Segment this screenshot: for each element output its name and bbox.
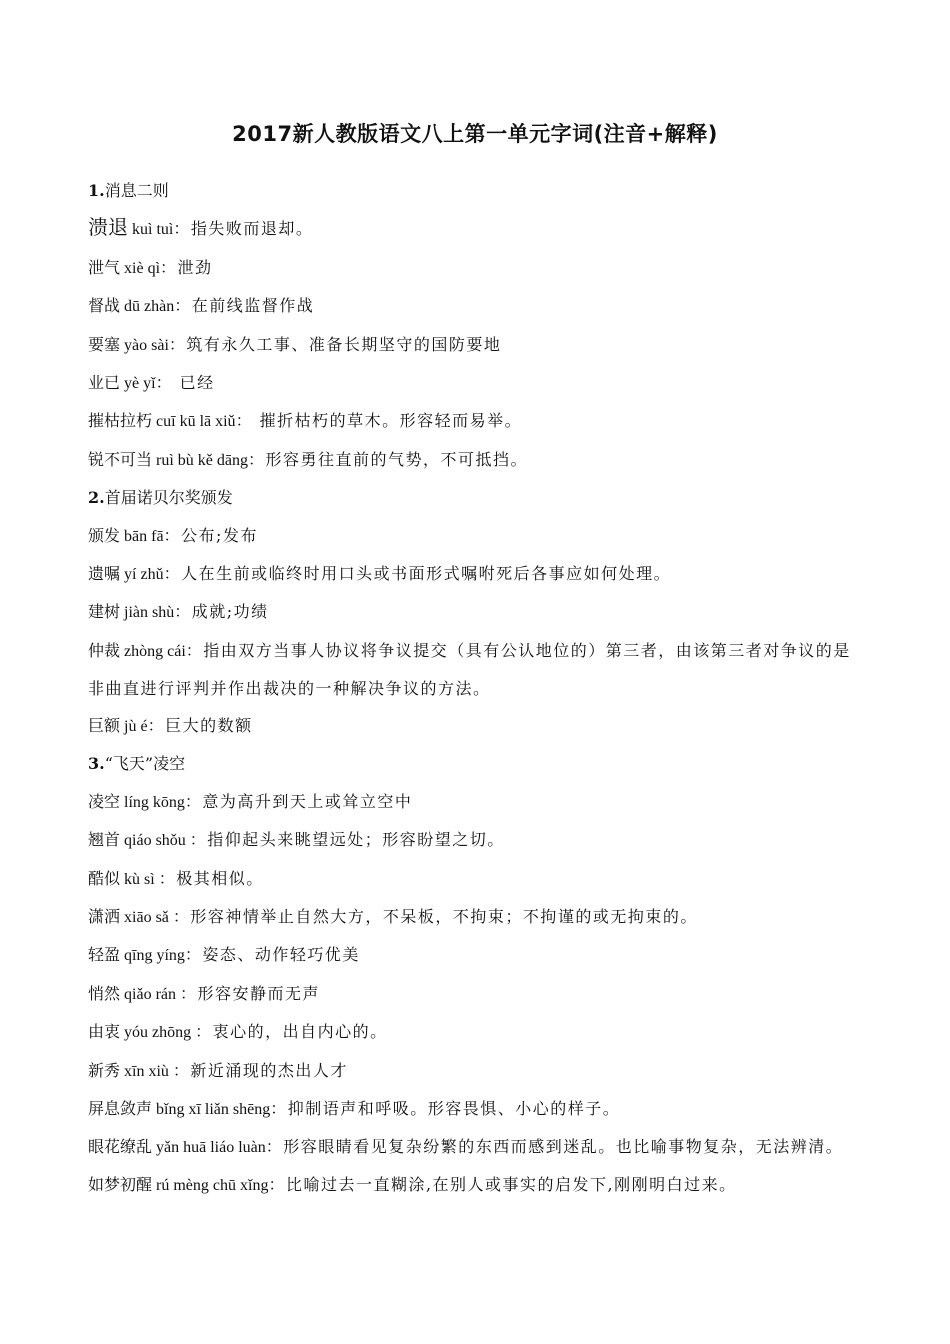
vocab-pinyin: dū zhàn (120, 298, 175, 316)
vocab-definition: ：比喻过去一直糊涂,在别人或事实的启发下,刚刚明白过来。 (268, 1175, 737, 1195)
vocab-term: 由衷 (88, 1022, 121, 1042)
section-heading (88, 172, 866, 209)
vocab-definition: ：公布;发布 (163, 525, 258, 545)
vocab-pinyin: bǐng xī liǎn shēng (152, 1100, 271, 1118)
vocab-term: 翘首 (88, 830, 121, 850)
vocab-pinyin: kuì tuì (128, 221, 174, 239)
vocab-definition: ：指失败而退却。 (173, 219, 314, 239)
vocab-entry (88, 898, 866, 936)
vocab-term: 轻盈 (88, 945, 121, 965)
vocab-term: 业已 (88, 373, 121, 393)
vocab-definition: ：抑制语声和呼吸。形容畏惧、小心的样子。 (270, 1098, 621, 1118)
vocab-entry (88, 783, 866, 821)
vocab-pinyin: kù sì (120, 870, 159, 888)
vocab-entry (88, 209, 866, 248)
vocab-definition: ： 摧折枯朽的草木。形容轻而易举。 (235, 411, 523, 431)
vocab-entry (88, 975, 866, 1013)
vocab-entry (88, 593, 866, 631)
vocab-entry (88, 364, 866, 402)
vocab-pinyin: ruì bù kě dāng (152, 451, 248, 469)
section-number: 3. (88, 754, 105, 774)
vocab-term: 溃退 (88, 215, 128, 240)
vocab-pinyin: xiāo sǎ (120, 908, 173, 926)
vocab-entry (88, 441, 866, 479)
vocab-term: 眼花缭乱 (88, 1137, 153, 1157)
vocab-pinyin: jiàn shù (120, 604, 175, 622)
vocab-entry (88, 326, 866, 364)
vocab-pinyin: yǎn huā liáo luàn (152, 1139, 266, 1157)
vocab-term: 泄气 (88, 257, 121, 277)
vocab-definition: ：形容眼睛看见复杂纷繁的东西而感到迷乱。也比喻事物复杂，无法辨清。 (265, 1137, 844, 1157)
document-title: 2017新人教版语文八上第一单元字词(注音+解释) (232, 122, 718, 146)
vocab-definition: ： 已经 (155, 373, 215, 393)
vocab-definition: ：巨大的数额 (147, 715, 253, 735)
vocab-term: 颁发 (88, 525, 121, 545)
vocab-definition: ：极其相似。 (158, 868, 264, 888)
vocab-entry (88, 821, 866, 859)
section-number: 1. (88, 181, 105, 200)
section-heading (88, 479, 866, 516)
vocab-term: 要塞 (88, 334, 121, 354)
vocab-definition: ：形容神情举止自然大方，不呆板，不拘束；不拘谨的或无拘束的。 (172, 906, 698, 926)
vocab-pinyin: bān fā (120, 527, 164, 545)
vocab-entry (88, 1052, 866, 1090)
vocab-pinyin: jù é (120, 717, 148, 735)
vocab-definition: ：人在生前或临终时用口头或书面形式嘱咐死后各事应如何处理。 (163, 564, 672, 584)
vocab-entry (88, 1166, 866, 1204)
vocab-pinyin: yí zhǔ (120, 566, 164, 584)
vocab-definition: ：指仰起头来眺望远处；形容盼望之切。 (189, 830, 505, 850)
vocab-pinyin: qīng yíng (120, 947, 185, 965)
vocab-pinyin: cuī kū lā xiǔ (152, 413, 236, 431)
vocab-term: 仲裁 (88, 640, 121, 660)
section-name: 首届诺贝尔奖颁发 (104, 488, 233, 508)
vocab-term: 锐不可当 (88, 449, 153, 469)
vocab-term: 遗嘱 (88, 564, 121, 584)
vocab-entry (88, 936, 866, 974)
vocab-term: 摧枯拉朽 (88, 411, 153, 431)
vocab-definition: ：在前线监督作战 (174, 296, 315, 316)
vocab-definition: ：形容安静而无声 (180, 983, 321, 1003)
vocab-pinyin: rú mèng chū xǐng (152, 1177, 269, 1195)
vocab-definition: ：形容勇往直前的气势，不可抵挡。 (248, 449, 529, 469)
vocab-pinyin: qiǎo rán (120, 985, 180, 1003)
section-name: “飞天”凌空 (104, 754, 186, 774)
vocab-entry (88, 287, 866, 325)
vocab-definition: ：成就;功绩 (174, 602, 269, 622)
vocab-entry (88, 707, 866, 745)
section-name: 消息二则 (104, 181, 169, 200)
vocab-entry (88, 402, 866, 440)
vocab-definition: ：姿态、动作轻巧优美 (184, 945, 360, 965)
vocab-definition: ：泄劲 (160, 257, 213, 277)
vocab-entry (88, 517, 866, 555)
vocab-term: 潇洒 (88, 906, 121, 926)
vocab-term: 建树 (88, 602, 121, 622)
vocab-entry (88, 1013, 866, 1051)
vocab-pinyin: zhòng cái (120, 642, 186, 660)
vocab-term: 新秀 (88, 1060, 121, 1080)
vocab-pinyin: yào sài (120, 336, 169, 354)
vocab-term: 凌空 (88, 791, 121, 811)
vocab-entry (88, 632, 866, 707)
vocab-definition: ：新近涌现的杰出人才 (172, 1060, 348, 1080)
vocab-entry (88, 555, 866, 593)
vocab-term: 屏息敛声 (88, 1098, 153, 1118)
vocab-term: 悄然 (88, 983, 121, 1003)
vocab-pinyin: yóu zhōng (120, 1024, 196, 1042)
vocab-entry (88, 249, 866, 287)
section-number: 2. (88, 488, 105, 508)
vocab-term: 督战 (88, 296, 121, 316)
vocab-definition: ：衷心的，出自内心的。 (195, 1022, 388, 1042)
vocab-pinyin: xiè qì (120, 259, 161, 277)
vocab-pinyin: yè yǐ (120, 375, 156, 393)
vocab-pinyin: líng kōng (120, 793, 185, 811)
vocab-pinyin: qiáo shǒu (120, 832, 190, 850)
vocab-entry (88, 1128, 866, 1166)
section-heading (88, 745, 866, 782)
vocab-definition: ：指由双方当事人协议将争议提交（具有公认地位的）第三者，由该第三者对争议的是非曲直进行评判并作出裁决的一种解决争议的方法。 (88, 640, 851, 698)
vocab-entry (88, 860, 866, 898)
vocab-entry (88, 1090, 866, 1128)
vocab-pinyin: xīn xiù (120, 1062, 173, 1080)
vocab-term: 如梦初醒 (88, 1175, 153, 1195)
document-content (88, 172, 866, 1205)
vocab-definition: ：意为高升到天上或耸立空中 (184, 791, 413, 811)
vocab-term: 酷似 (88, 868, 121, 888)
vocab-term: 巨额 (88, 715, 121, 735)
vocab-definition: ：筑有永久工事、准备长期坚守的国防要地 (168, 334, 502, 354)
